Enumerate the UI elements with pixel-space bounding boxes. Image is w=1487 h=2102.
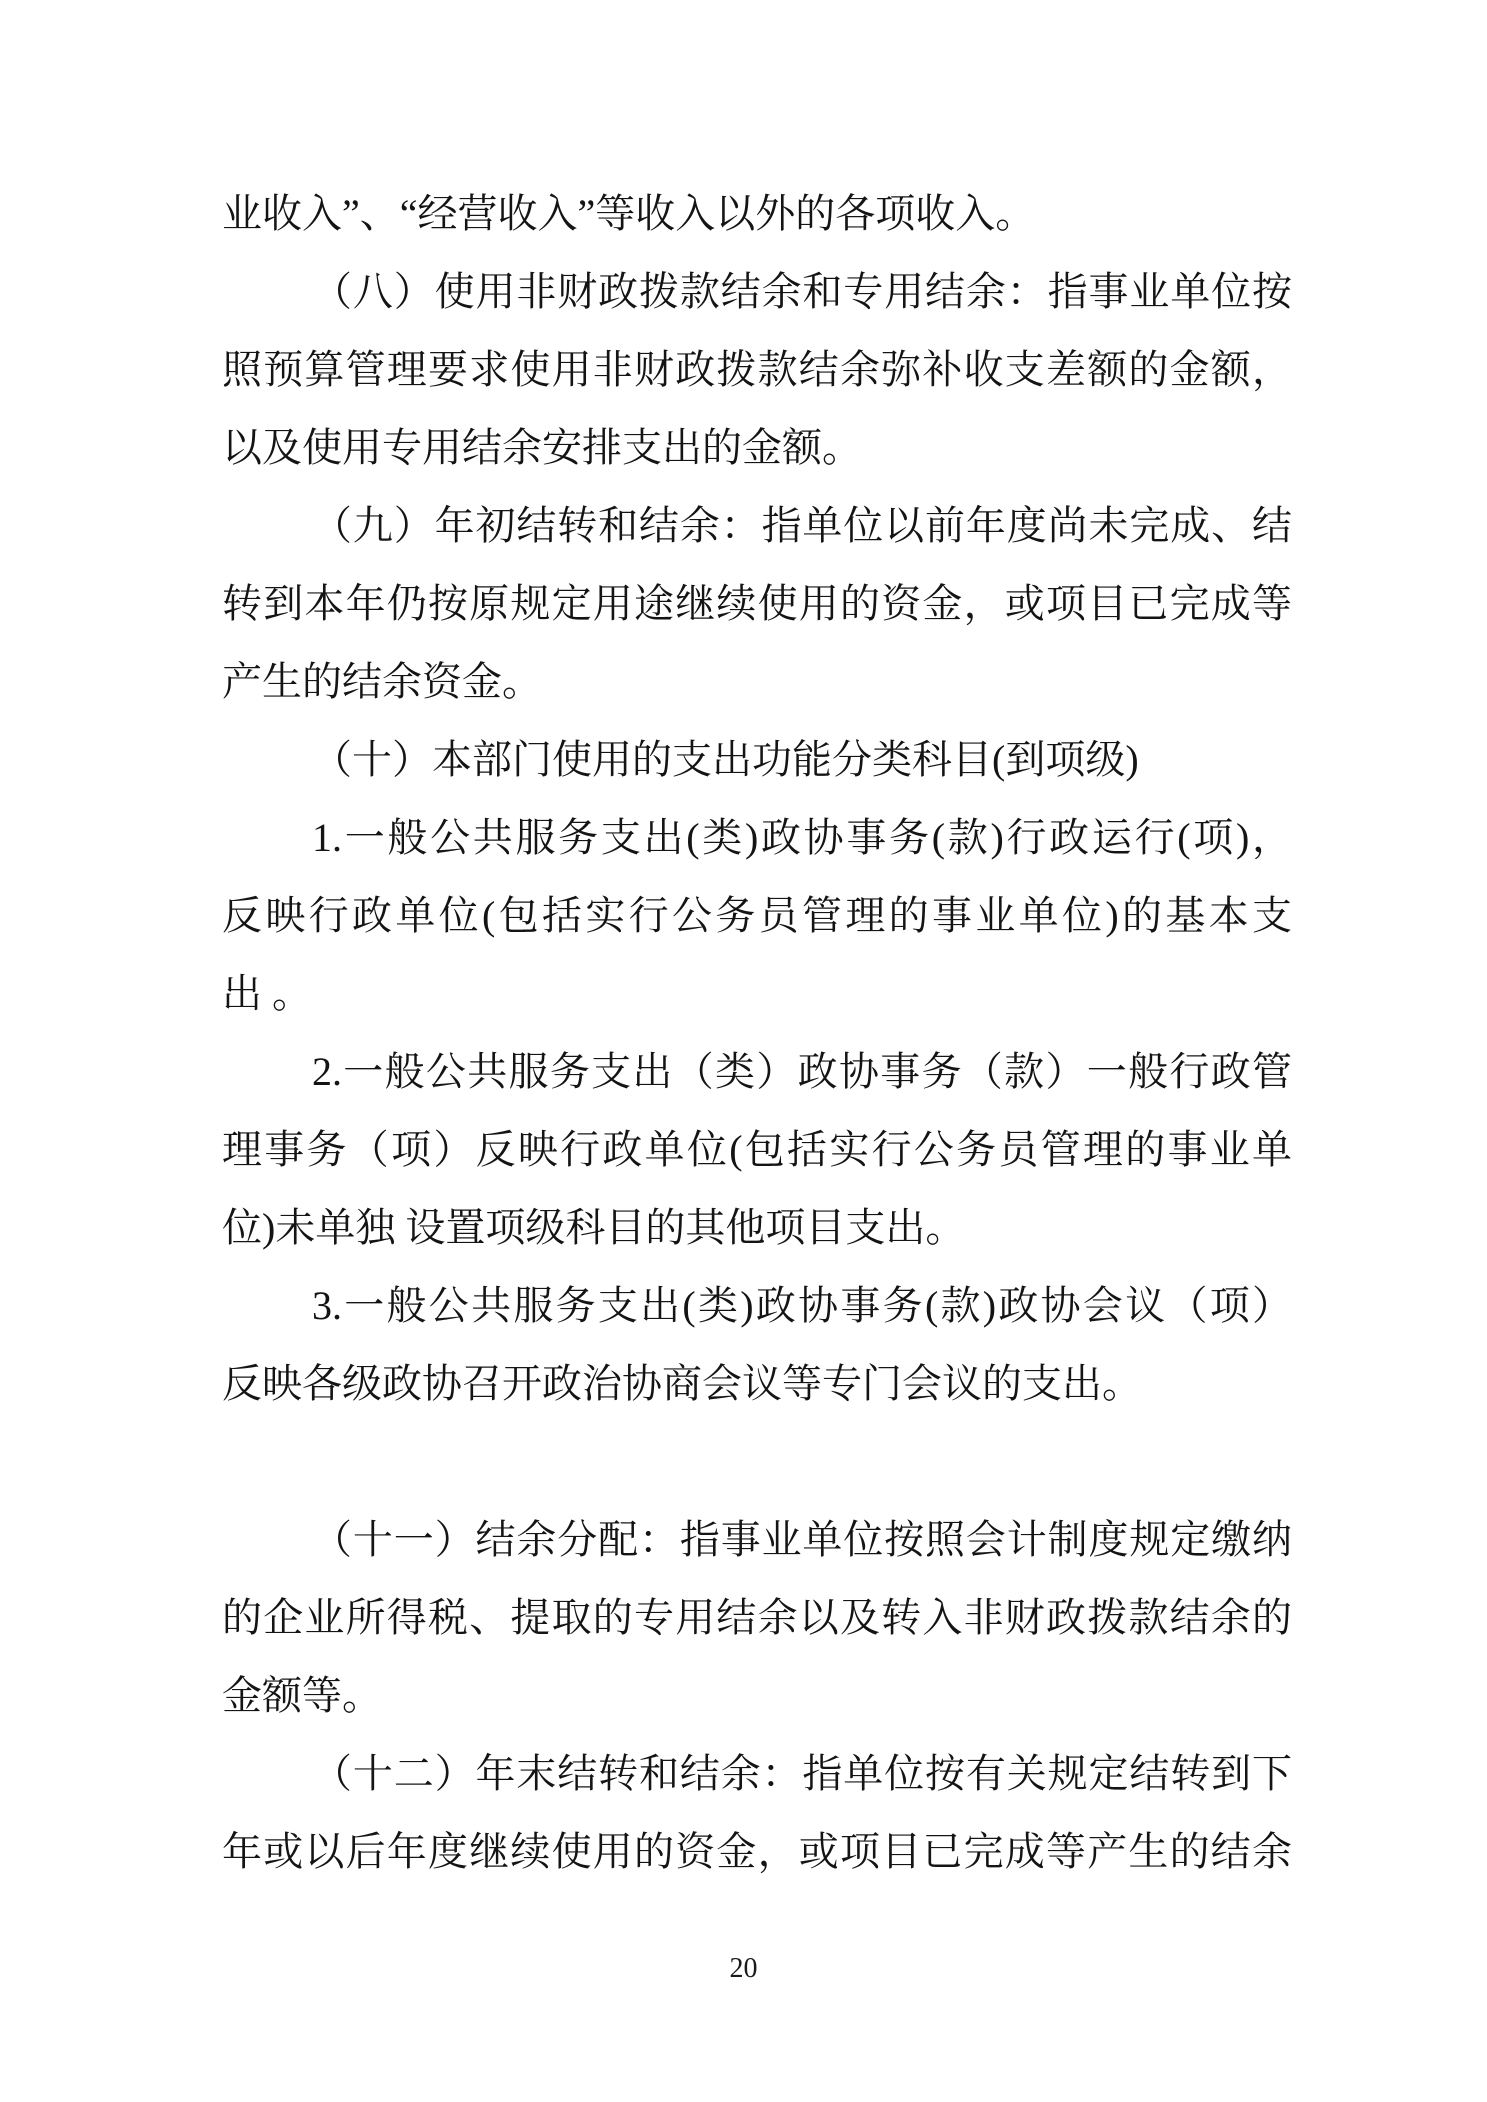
text-line: 以及使用专用结余安排支出的金额。 — [222, 425, 862, 470]
text-line: 年或以后年度继续使用的资金，或项目已完成等产生的结余 — [222, 1829, 1292, 1874]
text-line: （八）使用非财政拨款结余和专用结余：指事业单位按 — [312, 269, 1292, 314]
text-line: 3.一般公共服务支出(类)政协事务(款)政协会议（项） — [312, 1283, 1292, 1328]
text-line: （十一）结余分配：指事业单位按照会计制度规定缴纳 — [312, 1517, 1292, 1562]
page-number: 20 — [729, 1953, 758, 1984]
text-line: 转到本年仍按原规定用途继续使用的资金，或项目已完成等 — [222, 581, 1292, 626]
text-line: （十二）年末结转和结余：指单位按有关规定结转到下 — [312, 1751, 1292, 1796]
text-line: （九）年初结转和结余：指单位以前年度尚未完成、结 — [312, 503, 1292, 548]
text-line: 位)未单独 设置项级科目的其他项目支出。 — [222, 1205, 966, 1250]
text-line: 反映各级政协召开政治协商会议等专门会议的支出。 — [222, 1361, 1142, 1406]
text-line: 金额等。 — [222, 1673, 382, 1718]
text-line: 照预算管理要求使用非财政拨款结余弥补收支差额的金额， — [222, 347, 1292, 392]
text-line: 1.一般公共服务支出(类)政协事务(款)行政运行(项)， — [312, 815, 1292, 860]
blank-line — [222, 1423, 1292, 1501]
text-line: 出 。 — [222, 971, 312, 1016]
text-line: 业收入”、“经营收入”等收入以外的各项收入。 — [222, 191, 1036, 236]
text-line: （十）本部门使用的支出功能分类科目(到项级) — [312, 737, 1139, 782]
text-line: 反映行政单位(包括实行公务员管理的事业单位)的基本支 — [222, 893, 1292, 938]
text-block — [222, 175, 1292, 1891]
text-line: 的企业所得税、提取的专用结余以及转入非财政拨款结余的 — [222, 1595, 1292, 1640]
text-line: 2.一般公共服务支出（类）政协事务（款）一般行政管 — [312, 1049, 1292, 1094]
text-line: 产生的结余资金。 — [222, 659, 542, 704]
text-line: 理事务（项）反映行政单位(包括实行公务员管理的事业单 — [222, 1127, 1292, 1172]
